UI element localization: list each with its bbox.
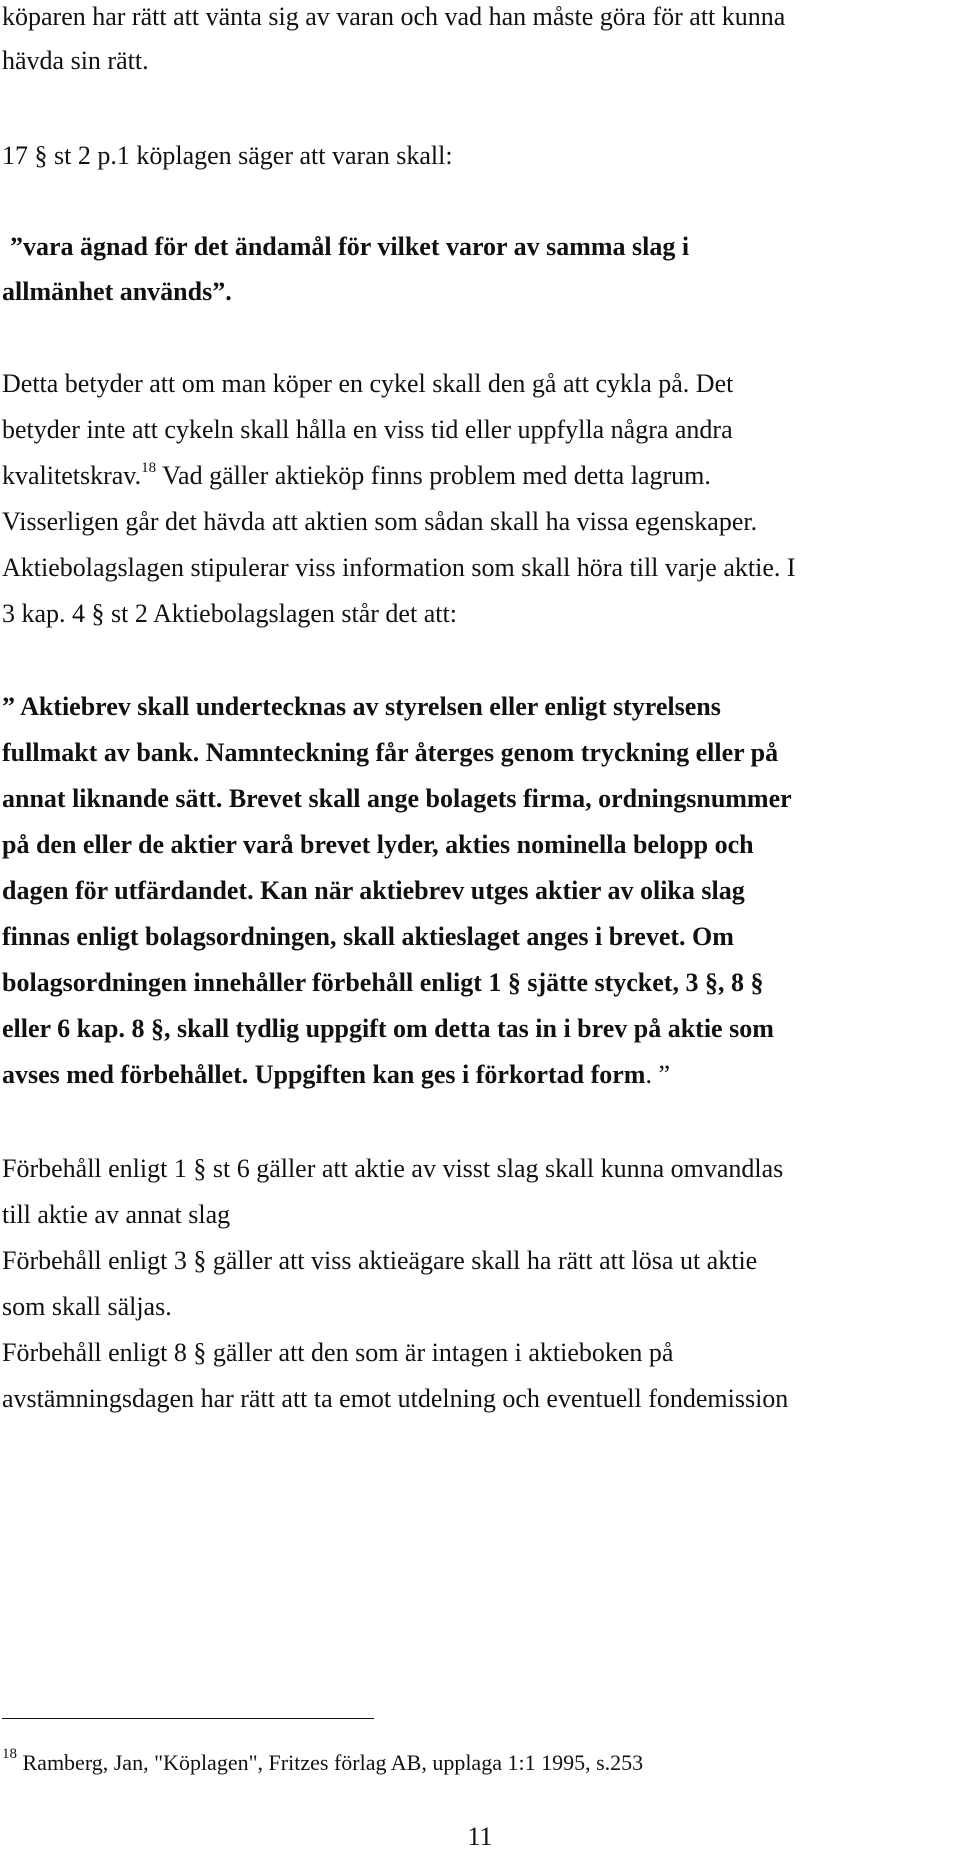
text-line: Visserligen går det hävda att aktien som sådan skall ha vissa egenskaper. <box>2 507 758 536</box>
quote-line: på den eller de aktier varå brevet lyder, akties nominella belopp och <box>2 830 754 859</box>
text-line: Förbehåll enligt 8 § gäller att den som är intagen i aktieboken på <box>2 1338 674 1367</box>
text-line: avstämningsdagen har rätt att ta emot utdelning och eventuell fondemission <box>2 1384 789 1413</box>
quote-line: eller 6 kap. 8 §, skall tydlig uppgift om detta tas in i brev på aktie som <box>2 1014 774 1043</box>
footnote-ref: 18 <box>141 460 157 476</box>
text-line: Förbehåll enligt 1 § st 6 gäller att aktie av visst slag skall kunna omvandlas <box>2 1154 784 1183</box>
text-line: till aktie av annat slag <box>2 1200 231 1229</box>
text-line: Aktiebolagslagen stipulerar viss information som skall höra till varje aktie. I <box>2 553 796 582</box>
quote-line: dagen för utfärdandet. Kan när aktiebrev utges aktier av olika slag <box>2 876 745 905</box>
quote-line: annat liknande sätt. Brevet skall ange bolagets firma, ordningsnummer <box>2 784 792 813</box>
footnote-divider <box>2 1718 374 1719</box>
text-line: betyder inte att cykeln skall hålla en viss tid eller uppfylla några andra <box>2 415 733 444</box>
text-line: Detta betyder att om man köper en cykel skall den gå att cykla på. Det <box>2 369 734 398</box>
footnote-mark: 18 <box>2 1746 17 1762</box>
text-line: 17 § st 2 p.1 köplagen säger att varan skall: <box>2 141 453 170</box>
text-line: köparen har rätt att vänta sig av varan och vad han måste göra för att kunna <box>2 2 786 31</box>
text-line: som skall säljas. <box>2 1292 172 1321</box>
quote-line: finnas enligt bolagsordningen, skall aktieslaget anges i brevet. Om <box>2 922 734 951</box>
text-line: Förbehåll enligt 3 § gäller att viss aktieägare skall ha rätt att lösa ut aktie <box>2 1246 758 1275</box>
page-number: 11 <box>467 1822 493 1851</box>
text-line: hävda sin rätt. <box>2 46 149 75</box>
text-span: kvalitetskrav. <box>2 461 142 490</box>
text-line <box>2 461 711 491</box>
quote-line: ”vara ägnad för det ändamål för vilket varor av samma slag i <box>10 232 690 261</box>
quote-line <box>2 1060 670 1090</box>
text-span: Vad gäller aktieköp finns problem med detta lagrum. <box>156 461 711 490</box>
quote-line: ” Aktiebrev skall undertecknas av styrelsen eller enligt styrelsens <box>2 692 721 721</box>
quote-span: avses med förbehållet. Uppgiften kan ges i förkortad form <box>2 1060 646 1089</box>
quote-span: . ” <box>645 1060 670 1089</box>
quote-line: allmänhet används”. <box>2 277 232 306</box>
text-line: 3 kap. 4 § st 2 Aktiebolagslagen står det att: <box>2 599 457 628</box>
quote-line: bolagsordningen innehåller förbehåll enligt 1 § sjätte stycket, 3 §, 8 § <box>2 968 764 997</box>
footnote <box>2 1748 643 1778</box>
quote-line: fullmakt av bank. Namnteckning får återges genom tryckning eller på <box>2 738 779 767</box>
footnote-text: Ramberg, Jan, "Köplagen", Fritzes förlag AB, upplaga 1:1 1995, s.253 <box>17 1750 644 1775</box>
